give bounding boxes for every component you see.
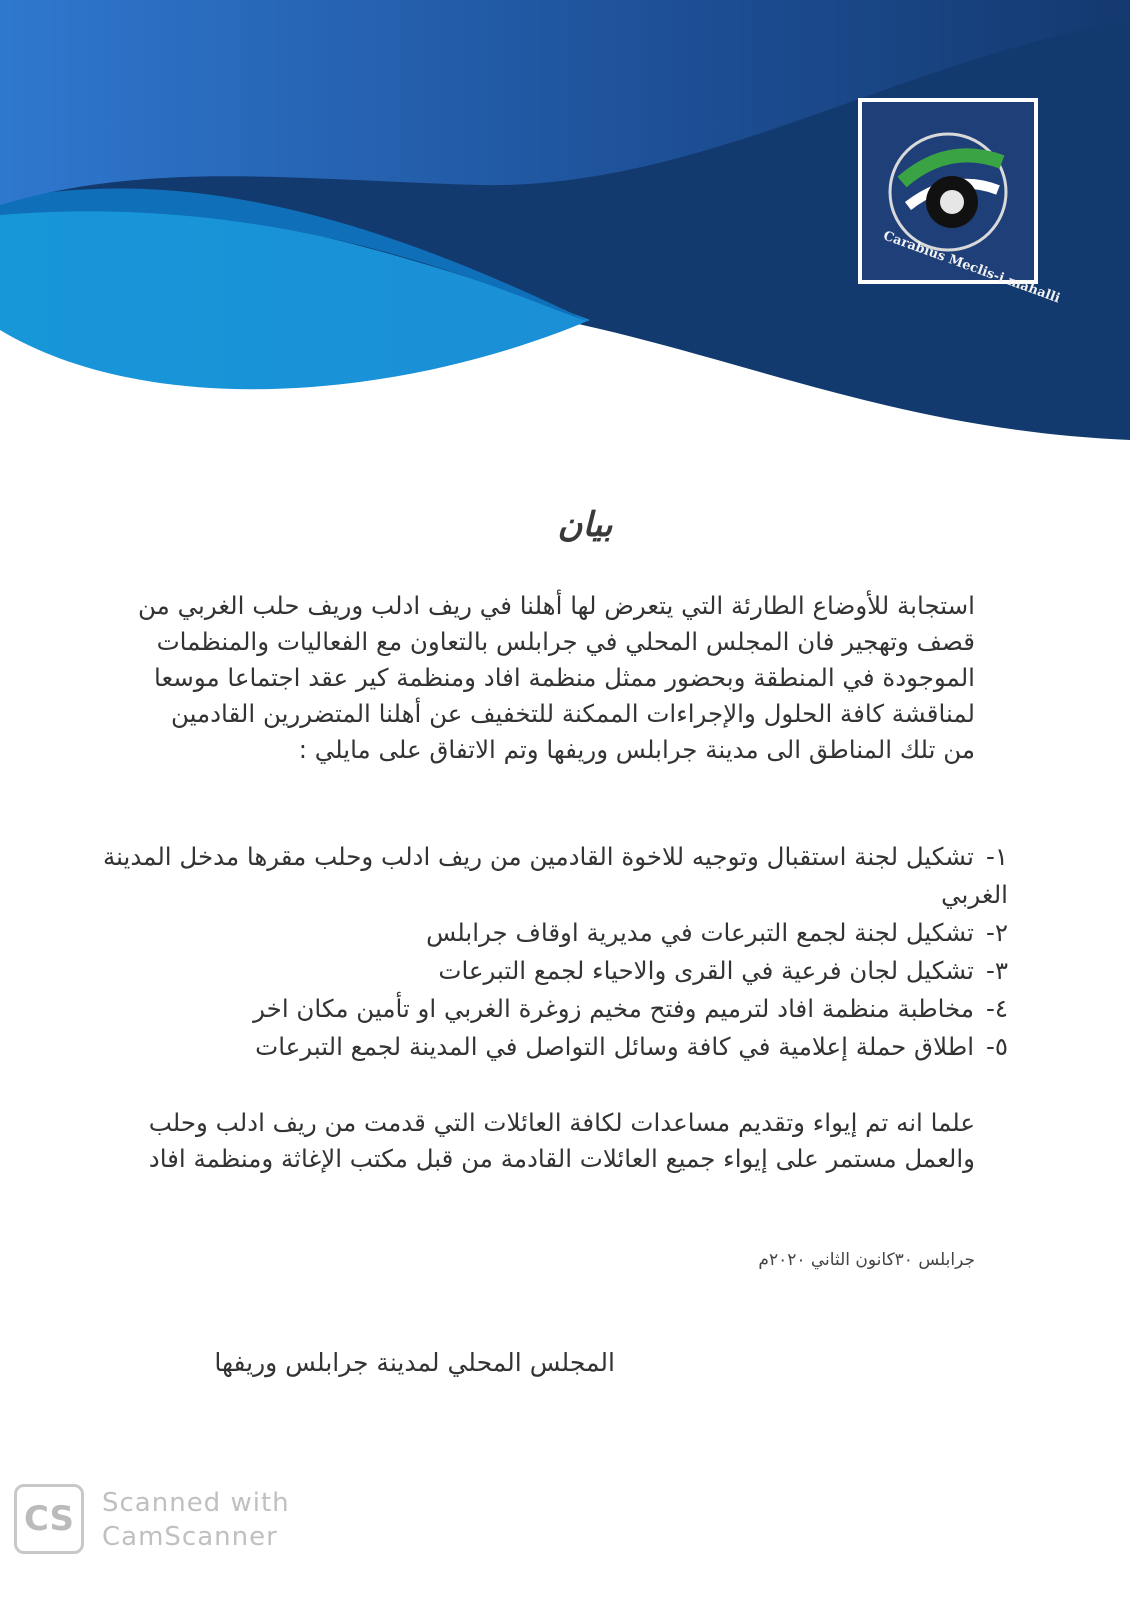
item-text: تشكيل لجان فرعية في القرى والاحياء لجمع التبرعات: [438, 956, 974, 985]
signature: المجلس المحلي لمدينة جرابلس وريفها: [214, 1348, 615, 1377]
intro-paragraph: استجابة للأوضاع الطارئة التي يتعرض لها أهلنا في ريف ادلب وريف حلب الغربي من قصف وتهجير فان المجلس المحلي في جرابلس بالتعاون مع الفعاليات والمنظمات الموجودة في المنطقة وبحضور ممثل منظمة افاد ومنظمة كير عقد اجتماعا موسعا لمناقشة كافة الحلول والإجراءات الممكنة للتخفيف عن أهلنا المتضررين القادمين من تلك المناطق الى مدينة جرابلس وريفها وتم الاتفاق على مايلي :: [138, 591, 975, 764]
decisions-list: [58, 838, 1008, 1066]
header-banner: [0, 0, 1130, 460]
note-paragraph: علما انه تم إيواء وتقديم مساعدات لكافة العائلات التي قدمت من ريف ادلب وحلب والعمل مستمر على إيواء جميع العائلات القادمة من قبل مكتب الإغاثة ومنظمة افاد: [148, 1108, 975, 1173]
item-text: اطلاق حملة إعلامية في كافة وسائل التواصل في المدينة لجمع التبرعات: [255, 1032, 974, 1061]
camscanner-logo-icon: CS: [14, 1484, 84, 1554]
watermark-line2: CamScanner: [102, 1522, 278, 1552]
svg-text:Carabıus Meclis-i mahalli: Carabıus Meclis-i mahalli: [881, 228, 1062, 307]
document-title: [0, 505, 1130, 545]
list-item: [58, 1028, 1008, 1066]
list-item: [58, 990, 1008, 1028]
item-number: ٢-: [985, 918, 1008, 947]
item-text: تشكيل لجنة استقبال وتوجيه للاخوة القادمين من ريف ادلب وحلب مقرها مدخل المدينة الغربي: [102, 842, 1008, 909]
item-number: ٥-: [985, 1032, 1008, 1061]
list-item: [58, 914, 1008, 952]
camscanner-watermark: [102, 1486, 290, 1554]
watermark-line1: Scanned with: [102, 1488, 290, 1518]
council-logo: [858, 98, 1062, 307]
item-text: مخاطبة منظمة افاد لترميم وفتح مخيم زوغرة الغربي او تأمين مكان اخر: [253, 994, 974, 1023]
date-line: جرابلس ٣٠كانون الثاني ٢٠٢٠م: [758, 1250, 975, 1270]
item-text: تشكيل لجنة لجمع التبرعات في مديرية اوقاف جرابلس: [426, 918, 974, 947]
item-number: ٤-: [985, 994, 1008, 1023]
item-number: ٣-: [985, 956, 1008, 985]
item-number: ١-: [985, 842, 1008, 871]
list-item: [58, 952, 1008, 990]
title-text: بيان: [557, 505, 613, 545]
list-item: [58, 838, 1008, 914]
